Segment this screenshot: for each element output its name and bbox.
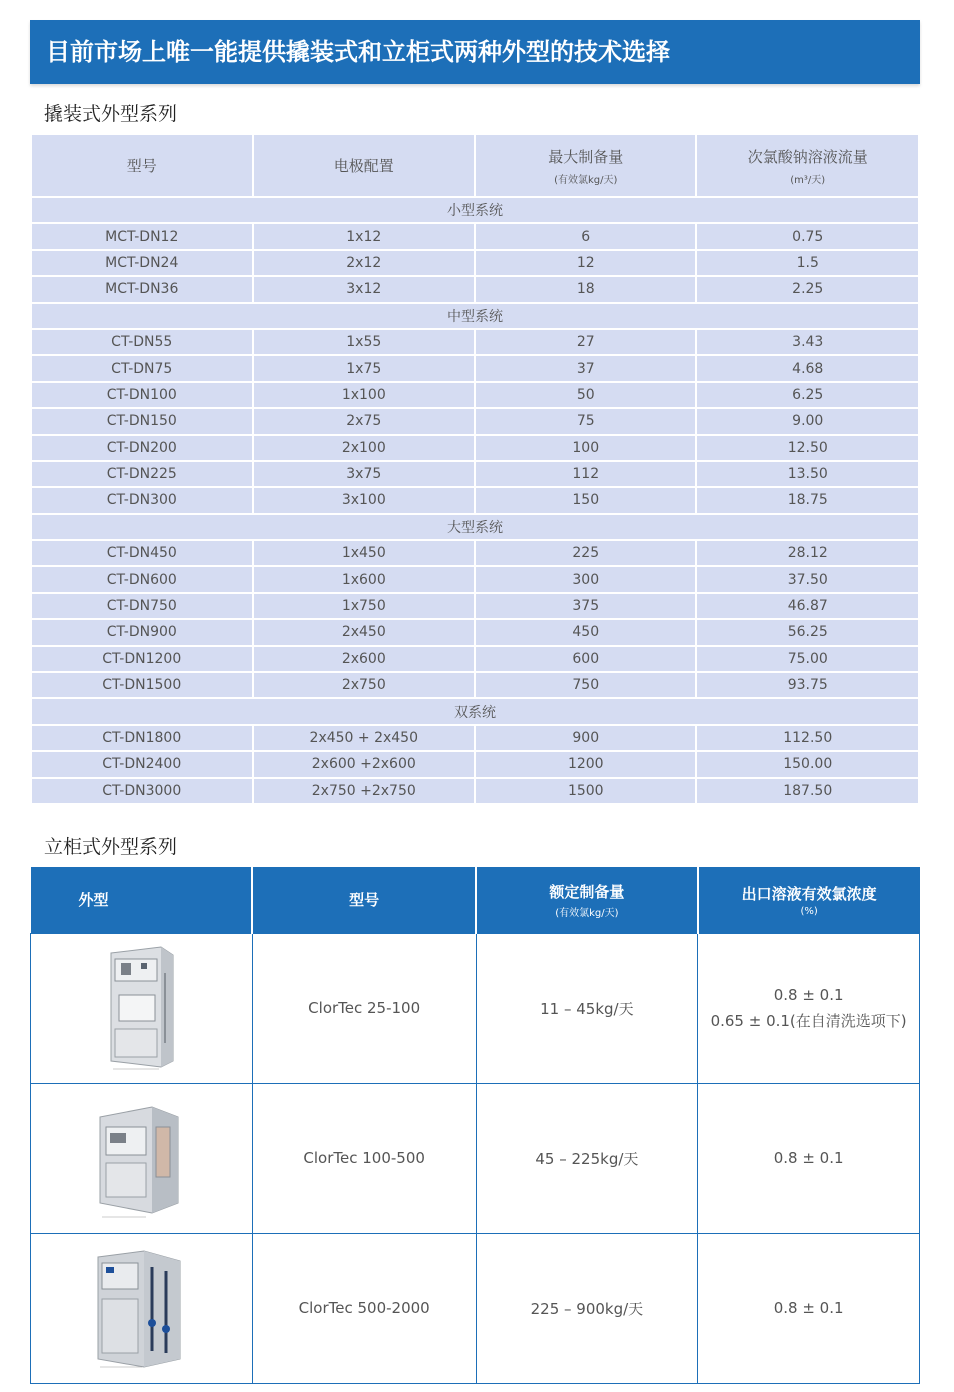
- group-row: [31, 197, 919, 223]
- page-banner: 目前市场上唯一能提供撬装式和立柜式两种外型的技术选择: [30, 20, 920, 84]
- electrode-cell: 2x600 +2x600: [253, 751, 476, 777]
- production-cell: 27: [475, 329, 696, 355]
- model-cell: MCT-DN36: [31, 276, 253, 302]
- skid-spec-table: [30, 133, 920, 805]
- table-row: [31, 725, 919, 751]
- skid-section-title: 撬装式外型系列: [44, 103, 178, 125]
- table-row: [31, 619, 919, 645]
- flow-cell: 6.25: [696, 382, 919, 408]
- production-cell: 6: [475, 223, 696, 249]
- table-row: [31, 646, 919, 672]
- col-header-concentration: 出口溶液有效氯浓度 (%): [698, 867, 920, 933]
- production-cell: 12: [475, 250, 696, 276]
- flow-cell: 112.50: [696, 725, 919, 751]
- table-row: [31, 593, 919, 619]
- electrode-cell: 2x450 + 2x450: [253, 725, 476, 751]
- electrode-cell: 1x55: [253, 329, 476, 355]
- rate-cell: 11 – 45kg/天: [476, 933, 698, 1083]
- table-row: [31, 566, 919, 592]
- col-header-appearance: 外型: [31, 867, 253, 933]
- model-cell: ClorTec 100-500: [252, 1083, 476, 1233]
- flow-cell: 37.50: [696, 566, 919, 592]
- table-row: [31, 672, 919, 698]
- appearance-cell: [31, 1083, 253, 1233]
- model-cell: CT-DN900: [31, 619, 253, 645]
- col-header-electrode: 电极配置: [253, 134, 476, 197]
- flow-cell: 2.25: [696, 276, 919, 302]
- flow-cell: 75.00: [696, 646, 919, 672]
- cabinet-unit-medium-image: [86, 1093, 196, 1223]
- flow-cell: 56.25: [696, 619, 919, 645]
- cabinet-row: [31, 1083, 920, 1233]
- production-cell: 37: [475, 355, 696, 381]
- flow-cell: 46.87: [696, 593, 919, 619]
- electrode-cell: 2x450: [253, 619, 476, 645]
- production-cell: 750: [475, 672, 696, 698]
- model-cell: CT-DN600: [31, 566, 253, 592]
- table-row: [31, 329, 919, 355]
- cabinet-spec-table: [30, 867, 920, 1384]
- production-cell: 50: [475, 382, 696, 408]
- model-cell: CT-DN1500: [31, 672, 253, 698]
- production-cell: 100: [475, 435, 696, 461]
- production-cell: 150: [475, 487, 696, 513]
- flow-cell: 1.5: [696, 250, 919, 276]
- table-row: [31, 751, 919, 777]
- model-cell: MCT-DN24: [31, 250, 253, 276]
- table-row: [31, 276, 919, 302]
- flow-cell: 187.50: [696, 778, 919, 804]
- cabinet-row: [31, 1233, 920, 1383]
- production-cell: 450: [475, 619, 696, 645]
- model-cell: ClorTec 25-100: [252, 933, 476, 1083]
- flow-cell: 28.12: [696, 540, 919, 566]
- model-cell: CT-DN1800: [31, 725, 253, 751]
- model-cell: CT-DN450: [31, 540, 253, 566]
- table-row: [31, 250, 919, 276]
- table-row: [31, 355, 919, 381]
- electrode-cell: 2x750 +2x750: [253, 778, 476, 804]
- flow-cell: 18.75: [696, 487, 919, 513]
- electrode-cell: 2x600: [253, 646, 476, 672]
- cabinet-unit-large-image: [86, 1243, 196, 1373]
- production-cell: 1500: [475, 778, 696, 804]
- group-label: 中型系统: [31, 303, 919, 329]
- col-header-flow: 次氯酸钠溶液流量 (m³/天): [696, 134, 919, 197]
- production-cell: 75: [475, 408, 696, 434]
- model-cell: CT-DN1200: [31, 646, 253, 672]
- col-header-rated: 额定制备量 (有效氯kg/天): [476, 867, 698, 933]
- model-cell: CT-DN3000: [31, 778, 253, 804]
- electrode-cell: 1x100: [253, 382, 476, 408]
- production-cell: 900: [475, 725, 696, 751]
- cabinet-section-title: 立柜式外型系列: [44, 836, 178, 858]
- group-label: 小型系统: [31, 197, 919, 223]
- electrode-cell: 2x12: [253, 250, 476, 276]
- table-row: [31, 540, 919, 566]
- flow-cell: 4.68: [696, 355, 919, 381]
- flow-cell: 3.43: [696, 329, 919, 355]
- cabinet-row: [31, 933, 920, 1083]
- col-header-max-production: 最大制备量 (有效氯kg/天): [475, 134, 696, 197]
- flow-cell: 13.50: [696, 461, 919, 487]
- table-row: [31, 408, 919, 434]
- electrode-cell: 2x75: [253, 408, 476, 434]
- table-row: [31, 487, 919, 513]
- col-header-model: 型号: [252, 867, 476, 933]
- electrode-cell: 2x750: [253, 672, 476, 698]
- model-cell: ClorTec 500-2000: [252, 1233, 476, 1383]
- model-cell: CT-DN75: [31, 355, 253, 381]
- model-cell: MCT-DN12: [31, 223, 253, 249]
- flow-cell: 9.00: [696, 408, 919, 434]
- electrode-cell: 2x100: [253, 435, 476, 461]
- electrode-cell: 3x75: [253, 461, 476, 487]
- model-cell: CT-DN225: [31, 461, 253, 487]
- concentration-cell: 0.8 ± 0.1 0.65 ± 0.1(在自清洗选项下): [698, 933, 920, 1083]
- production-cell: 300: [475, 566, 696, 592]
- flow-cell: 150.00: [696, 751, 919, 777]
- electrode-cell: 1x75: [253, 355, 476, 381]
- appearance-cell: [31, 1233, 253, 1383]
- model-cell: CT-DN200: [31, 435, 253, 461]
- electrode-cell: 3x100: [253, 487, 476, 513]
- production-cell: 225: [475, 540, 696, 566]
- cabinet-header-row: [31, 867, 920, 933]
- electrode-cell: 1x450: [253, 540, 476, 566]
- col-header-model: 型号: [31, 134, 253, 197]
- table-row: [31, 382, 919, 408]
- appearance-cell: [31, 933, 253, 1083]
- model-cell: CT-DN100: [31, 382, 253, 408]
- production-cell: 375: [475, 593, 696, 619]
- table-row: [31, 461, 919, 487]
- concentration-cell: 0.8 ± 0.1: [698, 1083, 920, 1233]
- rate-cell: 45 – 225kg/天: [476, 1083, 698, 1233]
- model-cell: CT-DN150: [31, 408, 253, 434]
- model-cell: CT-DN750: [31, 593, 253, 619]
- concentration-cell: 0.8 ± 0.1: [698, 1233, 920, 1383]
- skid-header-row: [31, 134, 919, 197]
- group-label: 大型系统: [31, 514, 919, 540]
- group-row: [31, 303, 919, 329]
- group-row: [31, 698, 919, 724]
- production-cell: 600: [475, 646, 696, 672]
- electrode-cell: 3x12: [253, 276, 476, 302]
- model-cell: CT-DN55: [31, 329, 253, 355]
- group-label: 双系统: [31, 698, 919, 724]
- cabinet-unit-small-image: [91, 943, 191, 1073]
- table-row: [31, 223, 919, 249]
- flow-cell: 93.75: [696, 672, 919, 698]
- model-cell: CT-DN2400: [31, 751, 253, 777]
- table-row: [31, 435, 919, 461]
- electrode-cell: 1x750: [253, 593, 476, 619]
- flow-cell: 12.50: [696, 435, 919, 461]
- electrode-cell: 1x600: [253, 566, 476, 592]
- rate-cell: 225 – 900kg/天: [476, 1233, 698, 1383]
- group-row: [31, 514, 919, 540]
- table-row: [31, 778, 919, 804]
- electrode-cell: 1x12: [253, 223, 476, 249]
- flow-cell: 0.75: [696, 223, 919, 249]
- production-cell: 112: [475, 461, 696, 487]
- production-cell: 1200: [475, 751, 696, 777]
- model-cell: CT-DN300: [31, 487, 253, 513]
- production-cell: 18: [475, 276, 696, 302]
